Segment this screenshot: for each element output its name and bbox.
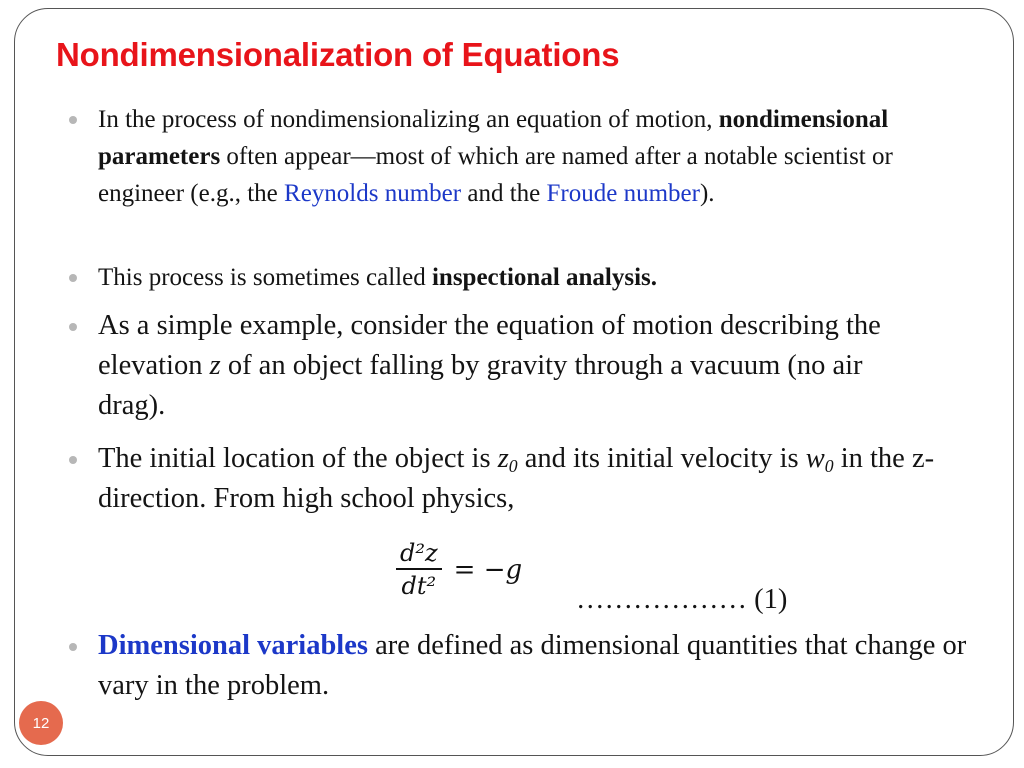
bullet-nondimensional-parameters [98, 101, 918, 212]
bullet-text: in the z-direction. From high school physics, [98, 443, 935, 514]
bullet-text: This process is sometimes called [98, 264, 432, 291]
term-inspectional-analysis: inspectional analysis. [431, 264, 658, 291]
fraction-numerator: d²z [400, 539, 438, 567]
bullet-text: The initial location of the object is [98, 443, 498, 474]
reynolds-number-link[interactable]: Reynolds number [284, 180, 462, 207]
bullet-text: ). [699, 180, 715, 207]
term-dimensional-variables: Dimensional variables [98, 630, 368, 661]
second-derivative-fraction [396, 538, 442, 602]
bullet-text: are defined as dimensional quantities that change or vary in the problem. [98, 630, 967, 701]
equation-of-motion [396, 538, 522, 602]
froude-number-link[interactable]: Froude number [546, 180, 700, 207]
fraction-denominator: dt² [401, 571, 437, 600]
bullet-text: of an object falling by gravity through a vacuum (no air drag). [98, 350, 863, 421]
bullet-dimensional-variables [98, 626, 978, 706]
equation-number: ……………… (1) [576, 584, 788, 615]
bullet-text: and the [461, 180, 547, 207]
variable-z0: $z_0$ [497, 443, 518, 476]
bullet-initial-conditions [98, 439, 978, 519]
variable-w0: $w_0$ [805, 443, 834, 476]
bullet-text: As a simple example, consider the equation of motion describing the elevation [98, 310, 881, 381]
term-nondimensional-parameters: nondimensional parameters [98, 106, 889, 170]
equation-rhs: = −g [453, 554, 523, 585]
bullet-simple-example [98, 306, 898, 426]
bullet-text: and its initial velocity is [517, 443, 806, 474]
bullet-inspectional-analysis [98, 259, 918, 296]
variable-z: z [209, 350, 221, 381]
slide-title: Nondimensionalization of Equations [56, 36, 620, 73]
bullet-text: In the process of nondimensionalizing an equation of motion, [98, 106, 719, 133]
bullet-text: often appear—most of which are named after a notable scientist or engineer (e.g., the [98, 143, 893, 207]
slide-number-badge: 12 [19, 701, 63, 745]
